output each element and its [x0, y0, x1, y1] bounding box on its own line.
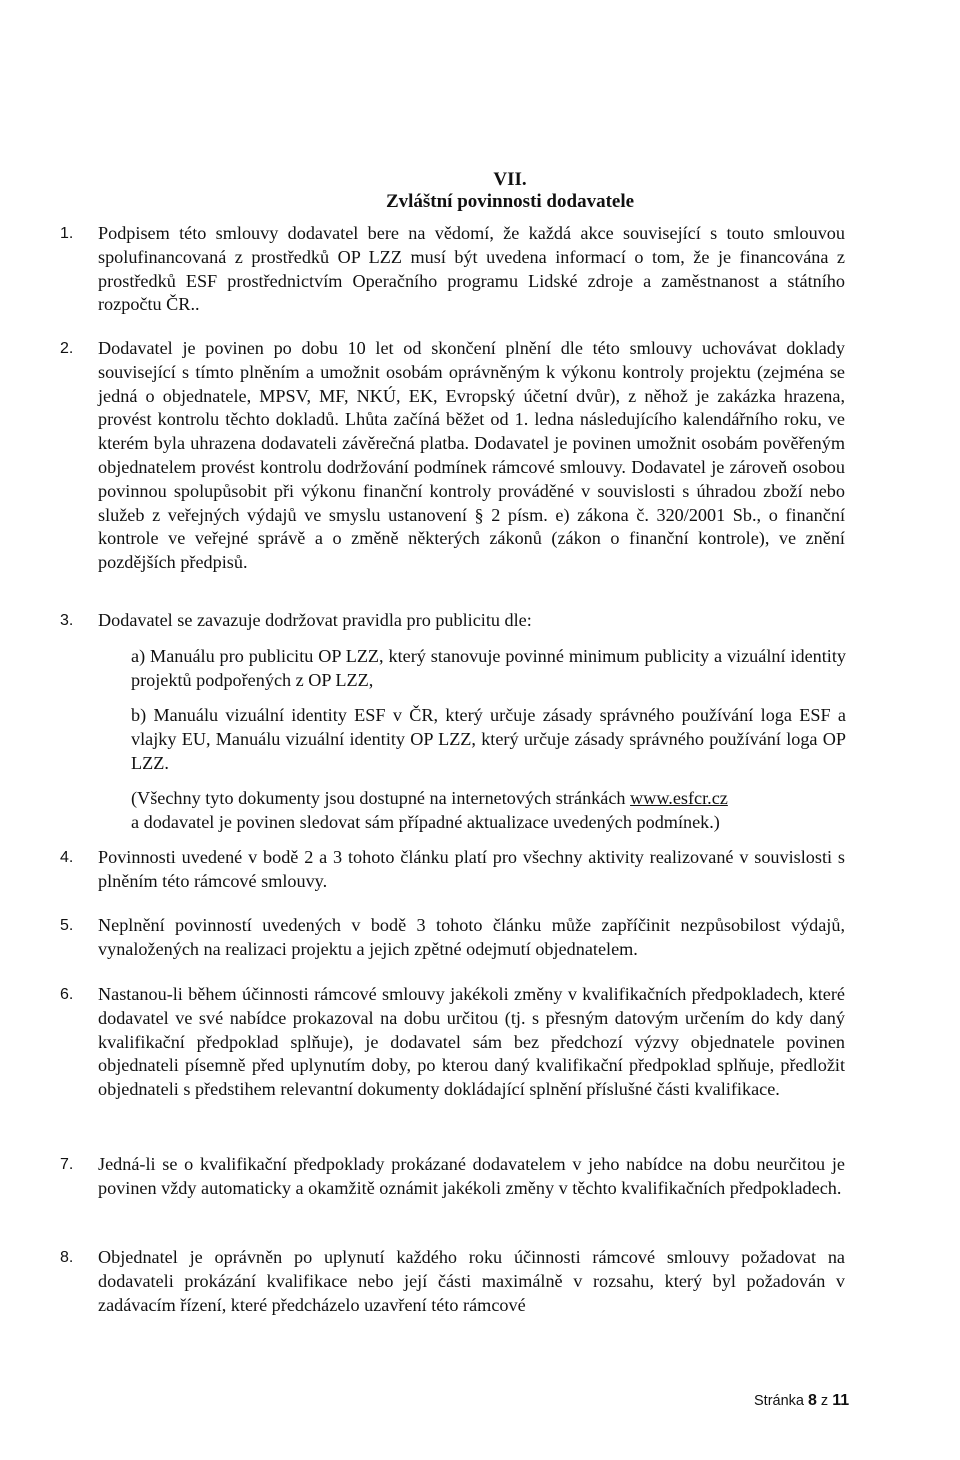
clause-number: 5.	[60, 917, 74, 934]
clause-4	[60, 846, 850, 894]
footer-prefix: Stránka	[754, 1393, 808, 1409]
clause-7	[60, 1153, 850, 1201]
clause-3-sub-b: b) Manuálu vizuální identity ESF v ČR, který určuje zásady správného používání loga ESF a vlajky EU, Manuálu vizuální identity OP LZZ, který určuje zásady správného používání loga OP LZZ.	[131, 705, 846, 773]
clause-5	[60, 914, 850, 962]
clause-3	[60, 609, 850, 633]
clause-text: Podpisem této smlouvy dodavatel bere na vědomí, že každá akce související s touto smlouvou spolufinancovaná z prostředků OP LZZ musí být uvedena informací o tom, že je financována z prostředků ESF prostřednictvím Operačního programu Lidské zdroje a zaměstnanost a státního rozpočtu ČR..	[98, 223, 845, 315]
clause-number: 8.	[60, 1249, 74, 1266]
clause-text: Dodavatel se zavazuje dodržovat pravidla pro publicitu dle:	[98, 610, 532, 630]
article-title: Zvláštní povinnosti dodavatele	[385, 191, 635, 212]
clause-number: 4.	[60, 849, 74, 866]
clause-number: 6.	[60, 986, 74, 1003]
clause-6	[60, 983, 850, 1102]
clause-1	[60, 222, 850, 317]
clause-text: Objednatel je oprávněn po uplynutí každého roku účinnosti rámcové smlouvy požadovat na dodavateli prokázání kvalifikace nebo její části maximálně v rozsahu, který byl požadován v zadávacím řízení, které předcházelo uzavření této rámcové	[98, 1247, 845, 1315]
clause-text: Nastanou-li během účinnosti rámcové smlouvy jakékoli změny v kvalifikačních předpokladech, které dodavatel ve své nabídce prokazoval na dobu určitou (tj. s přesným datovým určením do kdy daný kvalifikační předpoklad splňuje), je dodavatel sám bez předchozí výzvy objednatele povinen objednateli písemně před uplynutím doby, po kterou daný kvalifikační předpoklad splňuje, předložit objednateli s předstihem relevantní dokumenty dokládající splnění příslušné části kvalifikace.	[98, 984, 845, 1100]
clause-text: Dodavatel je povinen po dobu 10 let od skončení plnění dle této smlouvy uchovávat doklady související s tímto plněním a umožnit osobám oprávněným k výkonu kontroly projektu (zejména se jedná o objednatele, MPSV, MF, NKÚ, EK, Evropský účetní dvůr), z něhož je zakázka hrazena, provést kontrolu těchto dokladů. Lhůta začíná běžet od 1. ledna následujícího kalendářního roku, ve kterém byla uhrazena dodavateli závěrečná platba. Dodavatel je povinen umožnit osobám pověřeným objednatelem provést kontrolu dodržování podmínek rámcové smlouvy. Dodavatel je zároveň osobou povinnou spolupůsobit při výkonu finanční kontroly prováděné v souvislosti s úhradou zboží nebo služeb z veřejných výdajů ve smyslu ustanovení § 2 písm. e) zákona č. 320/2001 Sb., o finanční kontrole ve veřejné správě a o změně některých zákonů (zákon o finanční kontrole), ve znění pozdějších předpisů.	[98, 338, 845, 573]
note-text-after: a dodavatel je povinen sledovat sám případné aktualizace uvedených podmínek.)	[131, 811, 720, 832]
clause-number: 3.	[60, 612, 74, 629]
total-pages: 11	[832, 1392, 850, 1409]
clause-3-sub-a: a) Manuálu pro publicitu OP LZZ, který stanovuje povinné minimum publicity a vizuální identity projektů podpořených z OP LZZ,	[131, 646, 846, 690]
clause-text: Povinnosti uvedené v bodě 2 a 3 tohoto článku platí pro všechny aktivity realizované v souvislosti s plněním této rámcové smlouvy.	[98, 847, 845, 891]
esfcr-link[interactable]: www.esfcr.cz	[630, 788, 728, 808]
clause-3-note	[131, 787, 846, 835]
article-number: VII.	[493, 169, 527, 190]
current-page: 8	[808, 1392, 817, 1409]
footer-middle: z	[816, 1393, 833, 1409]
clause-text: Neplnění povinností uvedených v bodě 3 tohoto článku může zapříčinit nezpůsobilost výdajů, vynaložených na realizaci projektu a jejich zpětné odejmutí objednatelem.	[98, 915, 845, 959]
clause-2	[60, 337, 850, 575]
clause-number: 1.	[60, 225, 74, 242]
page-number-footer	[754, 1392, 849, 1410]
clause-8	[60, 1246, 850, 1317]
clause-number: 7.	[60, 1156, 74, 1173]
note-text-before: (Všechny tyto dokumenty jsou dostupné na internetových stránkách	[131, 788, 631, 808]
clause-number: 2.	[60, 340, 74, 357]
clause-text: Jedná-li se o kvalifikační předpoklady prokázané dodavatelem v jeho nabídce na dobu neurčitou je povinen vždy automaticky a okamžitě oznámit jakékoli změny v těchto kvalifikačních předpokladech.	[98, 1154, 845, 1198]
